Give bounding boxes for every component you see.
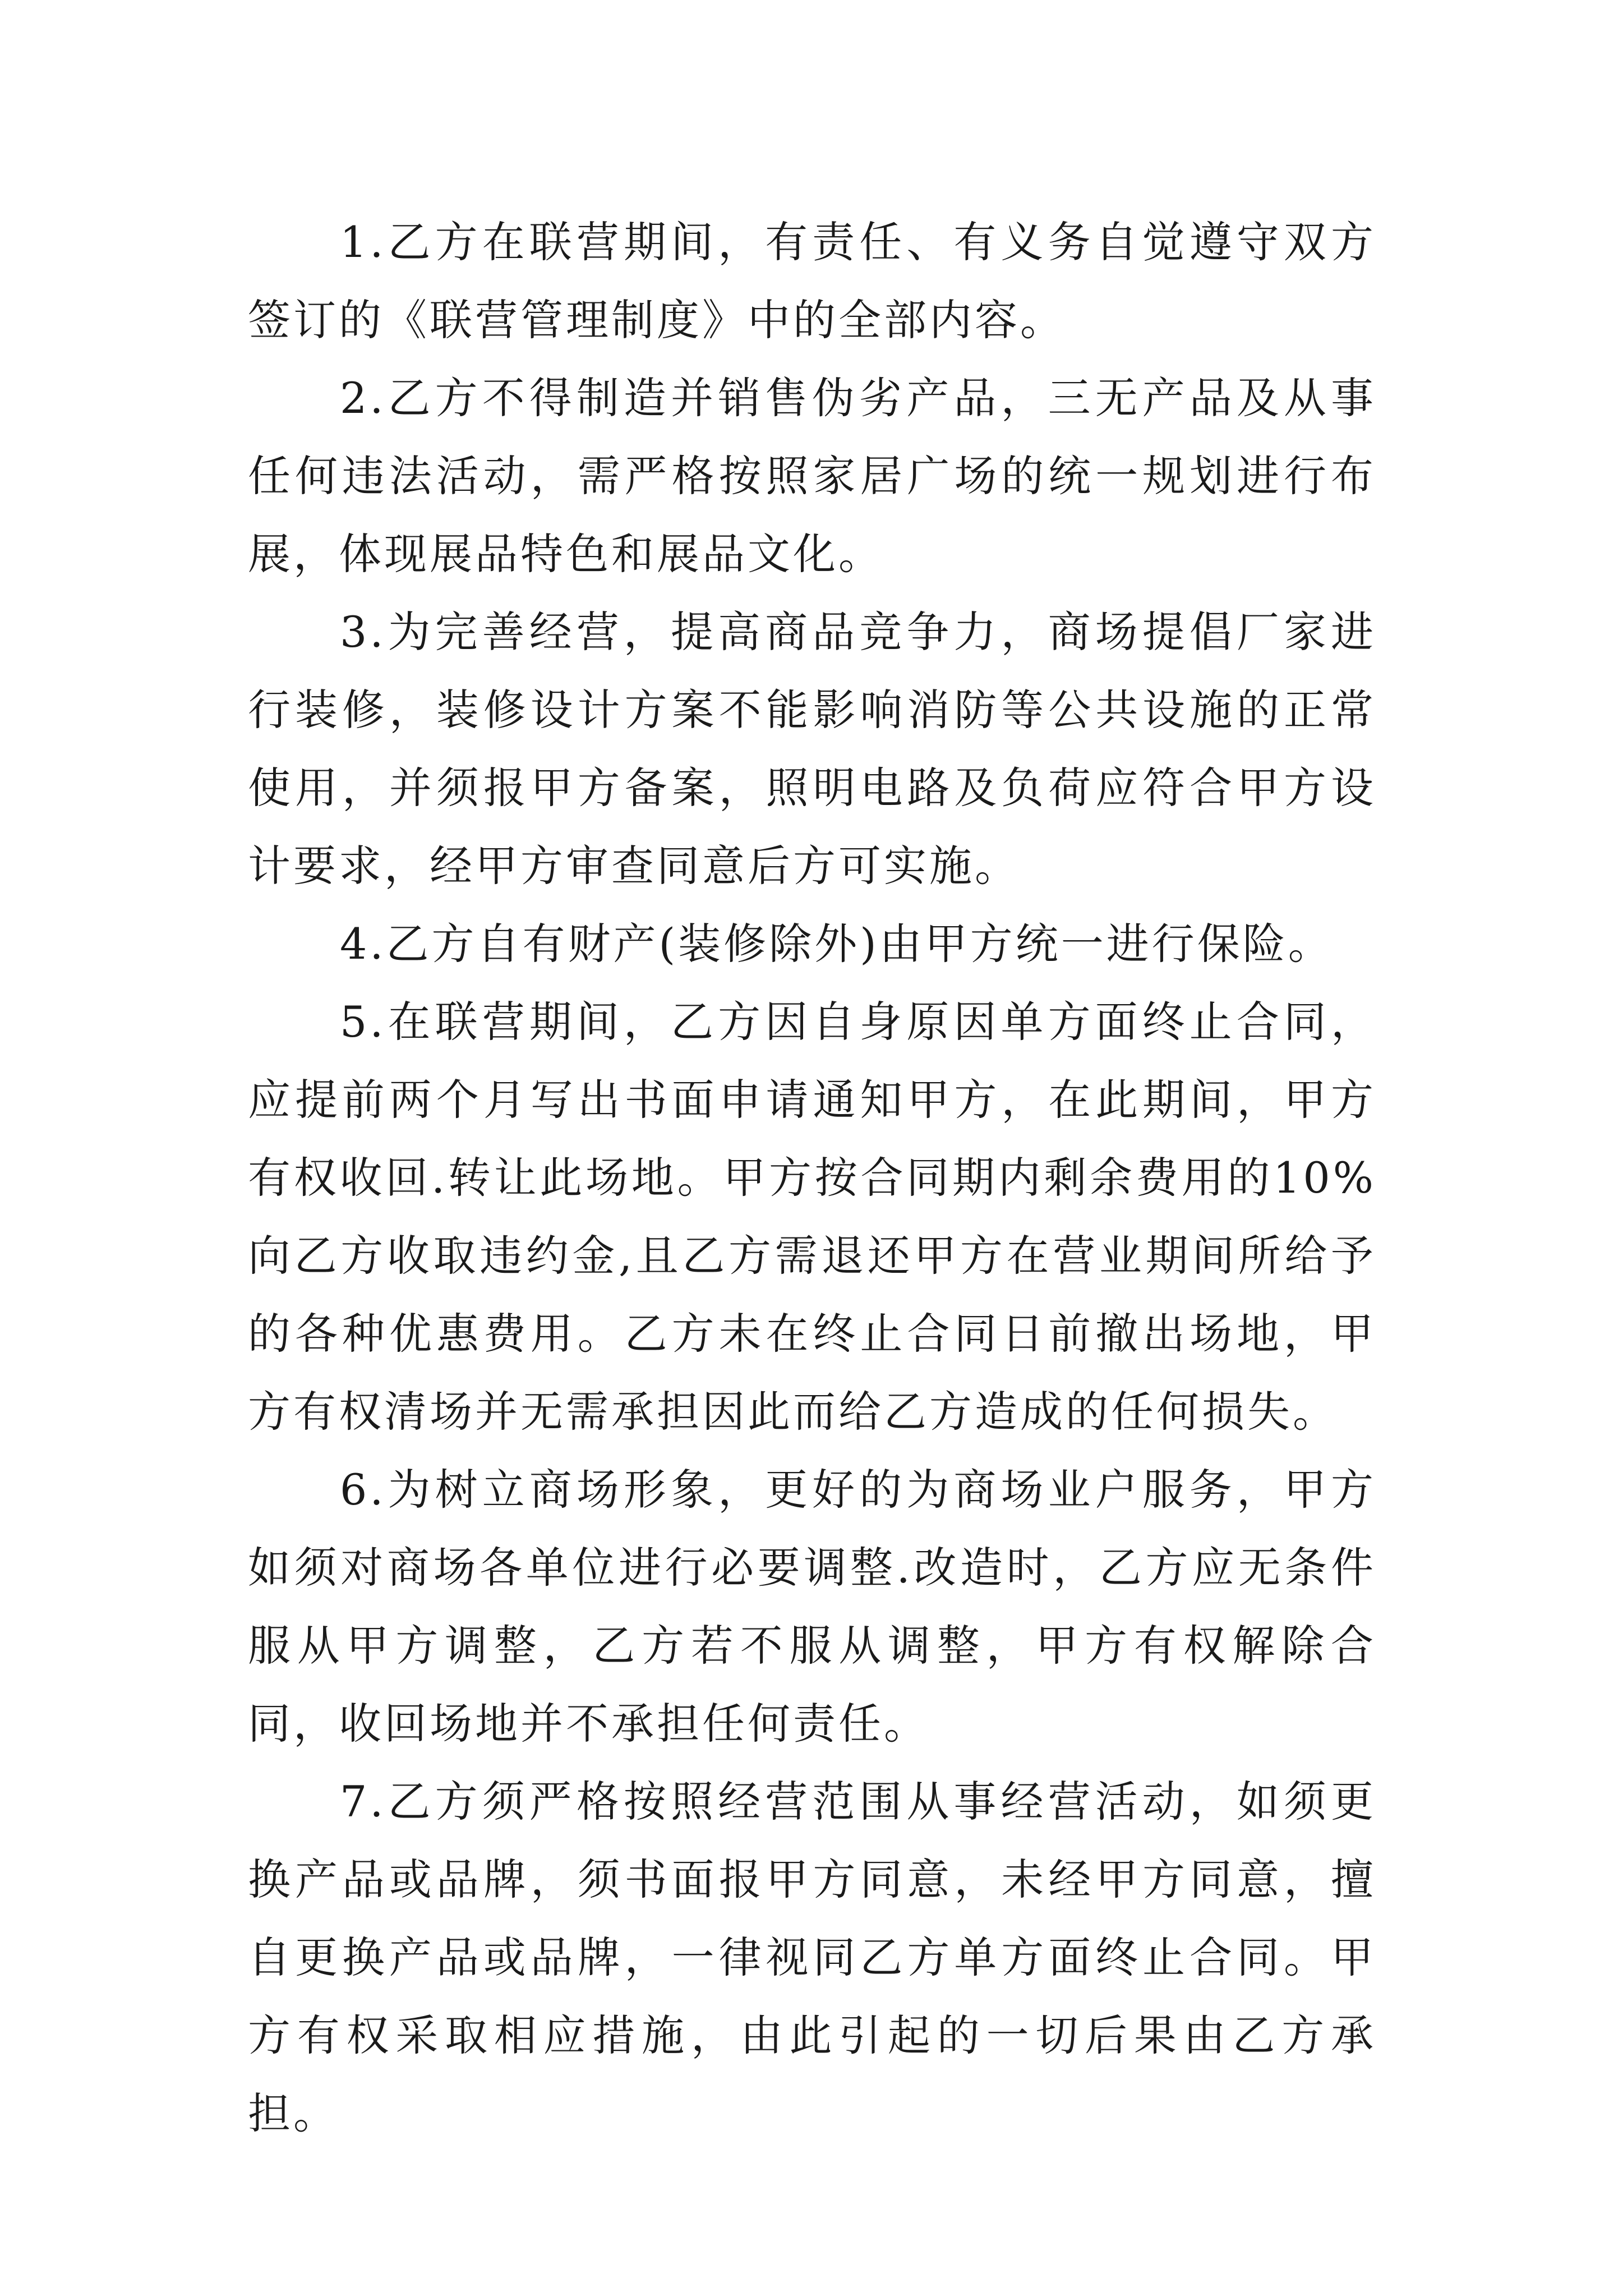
contract-clauses <box>248 203 1376 2152</box>
clause-4: 4.乙方自有财产(装修除外)由甲方统一进行保险。 <box>340 919 1334 969</box>
clause-5: 5.在联营期间，乙方因自身原因单方面终止合同，应提前两个月写出书面申请通知甲方，在此期间，甲方有权收回.转让此场地。甲方按合同期内剩余费用的10%向乙方收取违约金,且乙方需退还甲方在营业期间所给予的各种优惠费用。乙方未在终止合同日前撤出场地，甲方有权清场并无需承担因此而给乙方造成的任何损失。 <box>248 997 1376 1437</box>
clause-7: 7.乙方须严格按照经营范围从事经营活动，如须更换产品或品牌，须书面报甲方同意，未经甲方同意，擅自更换产品或品牌，一律视同乙方单方面终止合同。甲方有权采取相应措施，由此引起的一切后果由乙方承担。 <box>248 1777 1376 2138</box>
clause-2: 2.乙方不得制造并销售伪劣产品，三无产品及从事任何违法活动，需严格按照家居广场的统一规划进行布展，体现展品特色和展品文化。 <box>248 373 1376 579</box>
clause-3: 3.为完善经营，提高商品竞争力，商场提倡厂家进行装修，装修设计方案不能影响消防等公共设施的正常使用，并须报甲方备案，照明电路及负荷应符合甲方设计要求，经甲方审查同意后方可实施。 <box>248 607 1376 891</box>
clause-1: 1.乙方在联营期间，有责任、有义务自觉遵守双方签订的《联营管理制度》中的全部内容。 <box>248 217 1376 345</box>
clause-6: 6.为树立商场形象，更好的为商场业户服务，甲方如须对商场各单位进行必要调整.改造时，乙方应无条件服从甲方调整，乙方若不服从调整，甲方有权解除合同，收回场地并不承担任何责任。 <box>248 1465 1376 1749</box>
